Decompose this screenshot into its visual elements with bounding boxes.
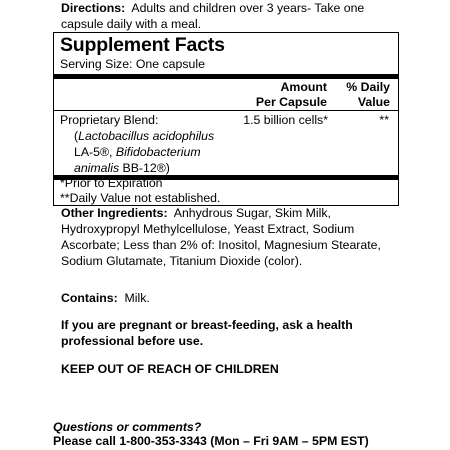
supplement-facts-panel: [53, 32, 399, 206]
other-ingredients-text-4: Sodium Glutamate, Titanium Dioxide (color).: [61, 254, 303, 268]
blend-genus-2: Bifidobacterium: [115, 145, 201, 159]
amount-header: [256, 80, 327, 110]
blend-species-2: animalis: [74, 161, 120, 175]
warning-line-2: professional before use.: [61, 334, 204, 348]
directions-text-1: Adults and children over 3 years- Take one: [131, 1, 365, 15]
amount-header-line1: Amount: [280, 80, 327, 94]
other-ingredients-label: Other Ingredients:: [61, 206, 168, 220]
questions-heading: Questions or comments?: [53, 420, 202, 434]
contains-value: Milk.: [124, 291, 150, 305]
header-rule: [54, 110, 398, 111]
footnote-prior-expiration: *Prior to Expiration: [60, 176, 163, 190]
blend-amount: 1.5 billion cells*: [243, 113, 328, 127]
blend-paren: (: [74, 129, 79, 143]
footnote-daily-value: **Daily Value not established.: [60, 191, 221, 205]
other-ingredients-text-3: Ascorbate; Less than 2% of: Inositol, Magnesium Stearate,: [61, 238, 381, 252]
amount-header-line2: Per Capsule: [255, 95, 327, 109]
directions-label: Directions:: [61, 1, 126, 15]
blend-strain-1: LA-5®,: [74, 145, 116, 159]
contains-line: [61, 290, 150, 306]
facts-title: Supplement Facts: [60, 34, 225, 56]
blend-detail-line3: [74, 160, 170, 176]
blend-name: Proprietary Blend:: [60, 113, 159, 127]
blend-daily-value: **: [379, 113, 389, 127]
other-ingredients-text-2: Hydroxypropyl Methylcellulose, Yeast Extract, Sodium: [61, 222, 355, 236]
daily-value-header: [346, 80, 390, 110]
directions-line-1: [61, 0, 364, 16]
blend-strain-2: BB-12®): [119, 161, 170, 175]
daily-header-line1: % Daily: [346, 80, 390, 94]
blend-species-1: Lactobacillus acidophilus: [78, 129, 215, 143]
contains-label: Contains:: [61, 291, 118, 305]
other-ingredients-text-1: Anhydrous Sugar, Skim Milk,: [173, 206, 331, 220]
daily-header-line2: Value: [357, 95, 390, 109]
contact-phone-line: Please call 1-800-353-3343 (Mon – Fri 9AM – 5PM EST): [53, 434, 369, 448]
other-ingredients-line-1: [61, 205, 331, 221]
keep-out-warning: KEEP OUT OF REACH OF CHILDREN: [61, 362, 279, 376]
blend-detail-line2: [74, 144, 201, 160]
directions-text-2: capsule daily with a meal.: [61, 17, 202, 31]
thick-rule-top: [54, 74, 398, 79]
serving-size: Serving Size: One capsule: [60, 57, 205, 71]
warning-line-1: If you are pregnant or breast-feeding, ask a health: [61, 318, 353, 332]
blend-detail-line1: [74, 128, 214, 144]
